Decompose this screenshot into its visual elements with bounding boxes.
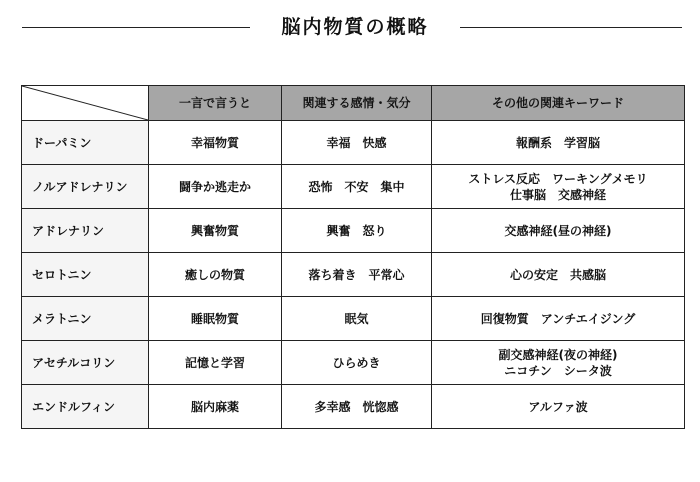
table-row	[22, 165, 685, 209]
table-row	[22, 121, 685, 165]
summary-cell: 脳内麻薬	[149, 385, 282, 429]
header-emotion: 関連する感情・気分	[282, 86, 432, 121]
emotion-cell: 落ち着き 平常心	[282, 253, 432, 297]
emotion-cell: 多幸感 恍惚感	[282, 385, 432, 429]
table-row	[22, 253, 685, 297]
title-row	[0, 0, 700, 56]
summary-cell: 睡眠物質	[149, 297, 282, 341]
summary-cell: 幸福物質	[149, 121, 282, 165]
substance-name: ドーパミン	[22, 121, 149, 165]
page-title: 脳内物質の概略	[281, 16, 429, 38]
keywords-cell	[432, 165, 685, 209]
header-summary: 一言で言うと	[149, 86, 282, 121]
substance-table	[21, 85, 685, 429]
keywords-cell	[432, 341, 685, 385]
header-keywords: その他の関連キーワード	[432, 86, 685, 121]
keywords-line: ストレス反応 ワーキングメモリ	[468, 171, 648, 186]
substance-name: アセチルコリン	[22, 341, 149, 385]
header-row	[22, 86, 685, 121]
keywords-cell	[432, 121, 685, 165]
keywords-line: 報酬系 学習脳	[515, 135, 600, 150]
keywords-line: ニコチン シータ波	[504, 363, 612, 378]
emotion-cell: 眠気	[282, 297, 432, 341]
keywords-cell	[432, 253, 685, 297]
diagonal-line	[22, 86, 148, 120]
substance-name: エンドルフィン	[22, 385, 149, 429]
corner-cell	[22, 86, 149, 121]
summary-cell: 記憶と学習	[149, 341, 282, 385]
substance-name: アドレナリン	[22, 209, 149, 253]
summary-cell: 癒しの物質	[149, 253, 282, 297]
summary-cell: 興奮物質	[149, 209, 282, 253]
keywords-line: アルファ波	[528, 399, 588, 414]
keywords-cell	[432, 385, 685, 429]
keywords-line: 副交感神経(夜の神経)	[498, 347, 618, 362]
keywords-cell	[432, 209, 685, 253]
table-row	[22, 341, 685, 385]
keywords-line: 回復物質 アンチエイジング	[480, 311, 636, 326]
title-rule-right	[460, 27, 682, 28]
keywords-line: 交感神経(昼の神経)	[504, 223, 612, 238]
keywords-line: 仕事脳 交感神経	[509, 187, 606, 202]
table-row	[22, 209, 685, 253]
emotion-cell: 幸福 快感	[282, 121, 432, 165]
summary-cell: 闘争か逃走か	[149, 165, 282, 209]
keywords-line: 心の安定 共感脳	[509, 267, 606, 282]
emotion-cell: 興奮 怒り	[282, 209, 432, 253]
emotion-cell: 恐怖 不安 集中	[282, 165, 432, 209]
table-row	[22, 297, 685, 341]
keywords-cell	[432, 297, 685, 341]
emotion-cell: ひらめき	[282, 341, 432, 385]
substance-name: メラトニン	[22, 297, 149, 341]
substance-name: ノルアドレナリン	[22, 165, 149, 209]
substance-name: セロトニン	[22, 253, 149, 297]
table-row	[22, 385, 685, 429]
title-rule-left	[22, 27, 250, 28]
